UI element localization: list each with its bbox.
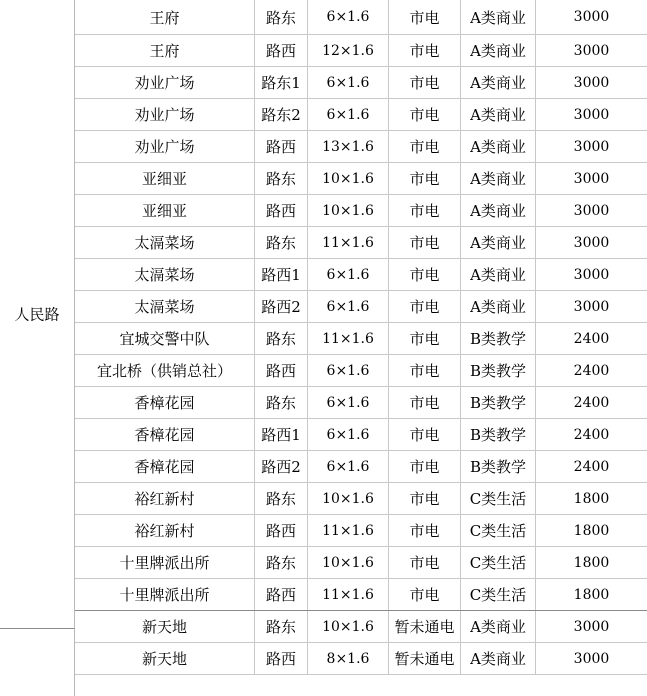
size-cell[interactable]: 6×1.6 xyxy=(308,99,389,130)
power-cell[interactable]: 市电 xyxy=(389,163,461,194)
road-side-cell[interactable]: 路西 xyxy=(255,643,308,674)
site-name-cell[interactable]: 新天地 xyxy=(75,611,255,642)
power-cell[interactable]: 市电 xyxy=(389,387,461,418)
power-cell[interactable]: 市电 xyxy=(389,355,461,386)
table-row xyxy=(75,163,647,195)
road-side-cell[interactable]: 路东 xyxy=(255,611,308,642)
price-cell[interactable]: 2400 xyxy=(573,362,610,379)
category-cell[interactable]: B类教学 xyxy=(461,419,536,450)
road-side-cell[interactable]: 路东1 xyxy=(255,67,308,98)
road-side-cell[interactable]: 路东 xyxy=(255,227,308,258)
table-row xyxy=(75,611,647,643)
category-cell[interactable]: C类生活 xyxy=(461,515,536,546)
site-name-cell[interactable]: 香樟花园 xyxy=(75,451,255,482)
price-cell[interactable]: 1800 xyxy=(573,522,610,539)
road-side-cell[interactable]: 路西 xyxy=(255,579,308,610)
category-cell[interactable]: A类商业 xyxy=(461,131,536,162)
category-cell[interactable]: A类商业 xyxy=(461,195,536,226)
category-cell[interactable]: B类教学 xyxy=(461,355,536,386)
size-cell[interactable]: 10×1.6 xyxy=(308,163,389,194)
road-side-cell[interactable]: 路西1 xyxy=(255,419,308,450)
table-row xyxy=(75,0,647,35)
price-cell[interactable]: 3000 xyxy=(573,234,610,251)
site-name-cell[interactable]: 裕红新村 xyxy=(75,483,255,514)
site-name-cell[interactable]: 宜城交警中队 xyxy=(75,323,255,354)
power-cell[interactable]: 市电 xyxy=(389,195,461,226)
power-cell[interactable]: 暂未通电 xyxy=(389,643,461,674)
power-cell[interactable]: 市电 xyxy=(389,0,461,34)
price-cell[interactable]: 3000 xyxy=(573,298,610,315)
power-cell[interactable]: 市电 xyxy=(389,579,461,610)
price-cell[interactable]: 3000 xyxy=(573,138,610,155)
road-cell[interactable] xyxy=(0,629,75,696)
road-side-cell[interactable]: 路西1 xyxy=(255,259,308,290)
price-cell[interactable]: 1800 xyxy=(573,490,610,507)
table-row xyxy=(75,323,647,355)
power-cell[interactable]: 市电 xyxy=(389,259,461,290)
road-cell[interactable] xyxy=(0,0,75,629)
size-cell[interactable]: 6×1.6 xyxy=(308,0,389,34)
road-side-cell[interactable]: 路西 xyxy=(255,515,308,546)
size-cell[interactable]: 6×1.6 xyxy=(308,259,389,290)
road-name: 人民路 xyxy=(14,305,60,324)
power-cell[interactable]: 市电 xyxy=(389,131,461,162)
road-side-cell[interactable]: 路东 xyxy=(255,387,308,418)
price-cell[interactable]: 2400 xyxy=(573,330,610,347)
power-cell[interactable]: 市电 xyxy=(389,67,461,98)
table-row xyxy=(75,67,647,99)
size-cell[interactable]: 6×1.6 xyxy=(308,67,389,98)
table-row xyxy=(75,579,647,611)
size-cell[interactable]: 6×1.6 xyxy=(308,355,389,386)
size-cell[interactable]: 6×1.6 xyxy=(308,387,389,418)
power-cell[interactable]: 市电 xyxy=(389,419,461,450)
category-cell[interactable]: A类商业 xyxy=(461,259,536,290)
site-name-cell[interactable]: 王府 xyxy=(75,0,255,34)
category-cell[interactable]: C类生活 xyxy=(461,547,536,578)
road-side-cell[interactable]: 路东 xyxy=(255,547,308,578)
site-name-cell[interactable]: 香樟花园 xyxy=(75,419,255,450)
site-name-cell[interactable]: 香樟花园 xyxy=(75,387,255,418)
size-cell[interactable]: 6×1.6 xyxy=(308,419,389,450)
table-row xyxy=(75,259,647,291)
site-name-cell[interactable]: 王府 xyxy=(75,35,255,66)
power-cell[interactable]: 市电 xyxy=(389,99,461,130)
road-side-cell[interactable]: 路东 xyxy=(255,163,308,194)
price-cell[interactable]: 3000 xyxy=(573,170,610,187)
power-cell[interactable]: 市电 xyxy=(389,451,461,482)
size-cell[interactable]: 10×1.6 xyxy=(308,483,389,514)
category-cell[interactable]: A类商业 xyxy=(461,611,536,642)
price-cell[interactable]: 2400 xyxy=(573,458,610,475)
site-name-cell[interactable]: 宜北桥（供销总社） xyxy=(75,355,255,386)
price-cell[interactable]: 2400 xyxy=(573,426,610,443)
site-name-cell[interactable]: 新天地 xyxy=(75,643,255,674)
size-cell[interactable]: 11×1.6 xyxy=(308,323,389,354)
road-side-cell[interactable]: 路东 xyxy=(255,0,308,34)
road-side-cell[interactable]: 路西 xyxy=(255,35,308,66)
size-cell[interactable]: 13×1.6 xyxy=(308,131,389,162)
price-cell[interactable]: 3000 xyxy=(573,650,610,667)
site-name-cell[interactable]: 劝业广场 xyxy=(75,99,255,130)
category-cell[interactable]: A类商业 xyxy=(461,163,536,194)
category-cell[interactable]: A类商业 xyxy=(461,35,536,66)
site-name-cell[interactable]: 亚细亚 xyxy=(75,163,255,194)
site-name-cell[interactable]: 劝业广场 xyxy=(75,67,255,98)
table-row xyxy=(75,515,647,547)
size-cell[interactable]: 8×1.6 xyxy=(308,643,389,674)
power-cell[interactable]: 市电 xyxy=(389,227,461,258)
size-cell[interactable]: 11×1.6 xyxy=(308,579,389,610)
price-cell[interactable]: 1800 xyxy=(573,554,610,571)
table-row xyxy=(75,291,647,323)
price-cell[interactable]: 3000 xyxy=(573,202,610,219)
table-row xyxy=(75,355,647,387)
table-row xyxy=(75,195,647,227)
power-cell[interactable]: 市电 xyxy=(389,515,461,546)
size-cell[interactable]: 11×1.6 xyxy=(308,227,389,258)
size-cell[interactable]: 10×1.6 xyxy=(308,611,389,642)
category-cell[interactable]: B类教学 xyxy=(461,323,536,354)
site-name-cell[interactable]: 裕红新村 xyxy=(75,515,255,546)
category-cell[interactable]: A类商业 xyxy=(461,227,536,258)
road-side-cell[interactable]: 路西 xyxy=(255,131,308,162)
site-name-cell[interactable]: 十里牌派出所 xyxy=(75,579,255,610)
category-cell[interactable]: B类教学 xyxy=(461,451,536,482)
table-row xyxy=(75,483,647,515)
site-name-cell[interactable]: 太滆菜场 xyxy=(75,259,255,290)
price-cell[interactable]: 3000 xyxy=(573,42,610,59)
category-cell[interactable]: A类商业 xyxy=(461,99,536,130)
road-side-cell[interactable]: 路东 xyxy=(255,483,308,514)
power-cell[interactable]: 市电 xyxy=(389,547,461,578)
site-name-cell[interactable]: 亚细亚 xyxy=(75,195,255,226)
category-cell[interactable]: A类商业 xyxy=(461,0,536,34)
site-name-cell[interactable]: 太滆菜场 xyxy=(75,227,255,258)
category-cell[interactable]: A类商业 xyxy=(461,67,536,98)
road-side-cell[interactable]: 路东2 xyxy=(255,99,308,130)
table-row xyxy=(75,451,647,483)
site-name-cell[interactable]: 十里牌派出所 xyxy=(75,547,255,578)
category-cell[interactable]: B类教学 xyxy=(461,387,536,418)
size-cell[interactable]: 6×1.6 xyxy=(308,451,389,482)
category-cell[interactable]: C类生活 xyxy=(461,483,536,514)
table-row xyxy=(75,419,647,451)
category-cell[interactable]: C类生活 xyxy=(461,579,536,610)
site-name-cell[interactable]: 劝业广场 xyxy=(75,131,255,162)
price-cell[interactable]: 3000 xyxy=(573,9,610,25)
road-side-cell[interactable]: 路西2 xyxy=(255,451,308,482)
table-row xyxy=(75,547,647,579)
price-cell[interactable]: 1800 xyxy=(573,586,610,603)
price-cell[interactable]: 3000 xyxy=(573,266,610,283)
category-cell[interactable]: A类商业 xyxy=(461,291,536,322)
power-cell[interactable]: 市电 xyxy=(389,291,461,322)
size-cell[interactable]: 6×1.6 xyxy=(308,291,389,322)
price-cell[interactable]: 3000 xyxy=(573,618,610,635)
table-row xyxy=(75,387,647,419)
road-side-cell[interactable]: 路西 xyxy=(255,355,308,386)
size-cell[interactable]: 12×1.6 xyxy=(308,35,389,66)
table-row xyxy=(75,643,647,675)
size-cell[interactable]: 10×1.6 xyxy=(308,547,389,578)
table-row xyxy=(75,99,647,131)
power-cell[interactable]: 暂未通电 xyxy=(389,611,461,642)
table-body xyxy=(75,0,647,675)
site-name-cell[interactable]: 太滆菜场 xyxy=(75,291,255,322)
road-side-cell[interactable]: 路西 xyxy=(255,195,308,226)
size-cell[interactable]: 11×1.6 xyxy=(308,515,389,546)
table-row xyxy=(75,35,647,67)
category-cell[interactable]: A类商业 xyxy=(461,643,536,674)
power-cell[interactable]: 市电 xyxy=(389,323,461,354)
power-cell[interactable]: 市电 xyxy=(389,35,461,66)
price-cell[interactable]: 3000 xyxy=(573,106,610,123)
size-cell[interactable]: 10×1.6 xyxy=(308,195,389,226)
road-side-cell[interactable]: 路东 xyxy=(255,323,308,354)
price-cell[interactable]: 2400 xyxy=(573,394,610,411)
table-row xyxy=(75,131,647,163)
road-side-cell[interactable]: 路西2 xyxy=(255,291,308,322)
power-cell[interactable]: 市电 xyxy=(389,483,461,514)
price-cell[interactable]: 3000 xyxy=(573,74,610,91)
table-row xyxy=(75,227,647,259)
